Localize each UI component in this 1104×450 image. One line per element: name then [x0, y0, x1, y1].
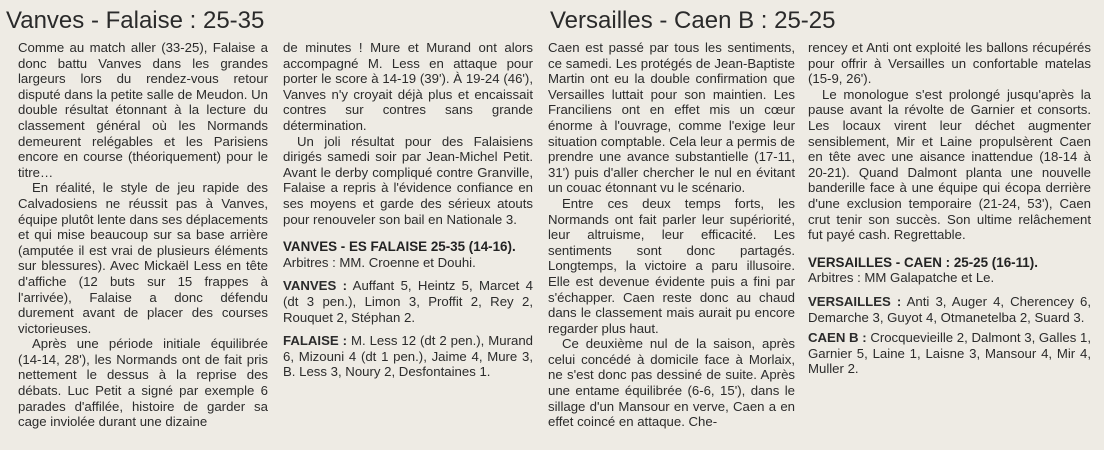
- article-versailles-caen: [548, 0, 1104, 450]
- team-lineup: [808, 294, 1091, 325]
- article-column: [18, 40, 268, 450]
- article-paragraph: Entre ces deux temps forts, les Normands ont fait parler leur supériorité, leur altruisme, leur efficacité. Les sentiments sont donc partagés. Longtemps, la victoire a paru illusoire. Elle est devenue évidente puis a fini par s'échapper. Caen reste donc au chaud dans le classement mais aurait pu encore regarder plus haut.: [548, 195, 795, 336]
- article-paragraph: Comme au match aller (33-25), Falaise a donc battu Vanves dans les grandes largeurs lors du rendez-vous retour disputé dans la petite salle de Meudon. Un double résultat étonnant à la lecture du classement général où les Normands demeurent relégables et les Parisiens encore en course (théoriquement) pour le titre…: [18, 40, 268, 180]
- article-paragraph: En réalité, le style de jeu rapide des Calvadosiens ne réussit pas à Vanves, équipe plutôt lente dans ses déplacements et qui mise beaucoup sur sa base arrière (amputée il est vrai de plusieurs éléments sur blessures). Avec Mickaël Less en tête d'affiche (12 buts sur 15 frappes à l'arrivée), Falaise a donc défendu durement avant de placer des courses victorieuses.: [18, 180, 268, 336]
- score-summary-title: VERSAILLES - CAEN : 25-25 (16-11).: [808, 254, 1038, 270]
- article-paragraph: rencey et Anti ont exploité les ballons récupérés pour offrir à Versailles un confortable matelas (15-9, 26').: [808, 40, 1091, 87]
- article-headline: Vanves - Falaise : 25-35: [6, 7, 265, 34]
- team-lineup: [283, 278, 533, 325]
- team-label: FALAISE :: [283, 333, 348, 349]
- article-paragraph: de minutes ! Mure et Murand ont alors accompagné M. Less en attaque pour porter le score à 14-19 (39'). À 19-24 (46'), Vanves n'y croyait déjà plus et encaissait contres sur contres sans grande détermination.: [283, 40, 533, 133]
- team-players: Anti 3, Auger 4, Cherencey 6, Demarche 3, Guyot 4, Otmanetelba 2, Suard 3.: [808, 293, 1091, 325]
- article-column: [548, 40, 795, 450]
- article-paragraph: Caen est passé par tous les sentiments, ce samedi. Les protégés de Jean-Baptiste Martin ont eu la double confirmation que Versailles luttait pour son maintien. Les Franciliens ont en effet mis un cœur énorme à l'ouvrage, comme l'exige leur situation comptable. Cela leur a permis de prendre une avance substantielle (17-11, 31') puis d'aller chercher le nul en évitant un couac étonnant vu le scénario.: [548, 40, 795, 196]
- team-lineup: [283, 333, 533, 380]
- article-paragraph: Un joli résultat pour des Falaisiens dirigés samedi soir par Jean-Michel Petit. Avant le derby compliqué contre Granville, Falaise a repris à l'évidence confiance en ses moyens et garde des sérieux atouts pour renouveler son bail en Nationale 3.: [283, 133, 533, 227]
- team-players: M. Less 12 (dt 2 pen.), Murand 6, Mizouni 4 (dt 1 pen.), Jaime 4, Mure 3, B. Less 3, Noury 2, Desfontaines 1.: [283, 333, 533, 380]
- article-paragraph: Ce deuxième nul de la saison, après celui concédé à domicile face à Morlaix, ne s'est donc pas dessiné de suite. Après une entame équilibrée (6-6, 15'), dans le sillage d'un Mansour en verve, Caen a en effet coincé en attaque. Che-: [548, 336, 795, 430]
- team-label: VANVES :: [283, 278, 348, 294]
- article-paragraph: Le monologue s'est prolongé jusqu'après la pause avant la révolte de Garnier et consorts. Les locaux virent leur déchet augmenter sensiblement, Mir et Laine propulsèrent Caen en tête avec une aisance inattendue (18-14 à 20-21). Quand Dalmont planta une nouvelle banderille face à une équipe qui écopa derrière d'une exclusion temporaire (21-24, 53'), Caen crut tenir son succès. Son ultime relâchement fut payé cash. Regrettable.: [808, 86, 1091, 243]
- team-label: CAEN B :: [808, 330, 867, 346]
- team-lineup: [808, 330, 1091, 377]
- article-headline: Versailles - Caen B : 25-25: [550, 7, 836, 34]
- team-players: Auffant 5, Heintz 5, Marcet 4 (dt 3 pen.), Limon 3, Proffit 2, Rey 2, Rouquet 2, Stéphan 2.: [283, 278, 533, 325]
- referees-line: Arbitres : MM Galapatche et Le.: [808, 270, 995, 286]
- article-paragraph: Après une période initiale équilibrée (14-14, 28'), les Normands ont de fait pris nettement le dessus à la reprise des débats. Luc Petit a signé par exemple 6 parades d'affilée, histoire de garder sa cage inviolée durant une dizaine: [18, 336, 268, 430]
- score-summary-title: VANVES - ES FALAISE 25-35 (14-16).: [283, 239, 516, 255]
- referees-line: Arbitres : MM. Croenne et Douhi.: [283, 254, 476, 270]
- article-column: [283, 40, 533, 450]
- article-column: [808, 40, 1091, 450]
- team-players: Crocquevieille 2, Dalmont 3, Galles 1, Garnier 5, Laine 1, Laisne 3, Mansour 4, Mir 4, Muller 2.: [808, 330, 1091, 377]
- team-label: VERSAILLES :: [808, 293, 902, 309]
- article-vanves-falaise: [0, 0, 540, 450]
